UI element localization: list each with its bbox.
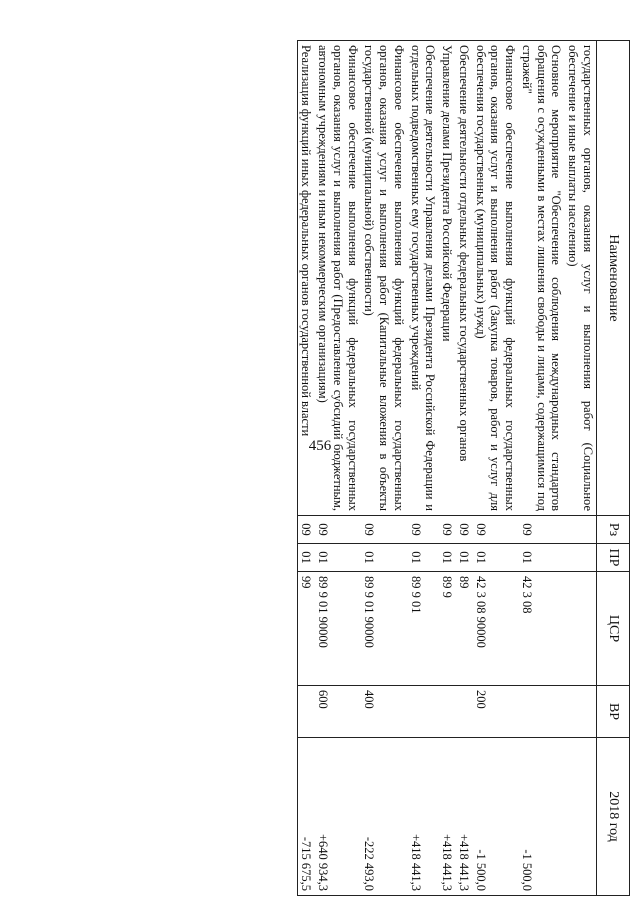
row-value: +418 441,3	[407, 738, 439, 896]
row-rz: 09	[472, 516, 518, 544]
row-value: +640 934,3	[315, 738, 361, 896]
row-pr: 01	[472, 544, 518, 572]
header-rz: Рз	[597, 516, 630, 544]
row-csr: 42 3 08 90000	[472, 572, 518, 686]
row-pr: 01	[518, 544, 564, 572]
header-name: Наименование	[597, 41, 630, 516]
table-row	[518, 41, 564, 896]
row-vr	[407, 686, 439, 738]
row-vr: 400	[361, 686, 407, 738]
table-row	[565, 41, 597, 896]
row-csr: 89	[455, 572, 472, 686]
row-name: Финансовое обеспечение выполнения функций федеральных государственных органов, оказания услуг и выполнения работ (Предоставление субсидий бюджетным, автономным учреждениям и иным некоммерческим организациям)	[315, 41, 361, 516]
table-row	[297, 41, 314, 896]
row-name: Обеспечение деятельности Управления делами Президента Российской Федерации и отдельных подведомственных ему государственных учреждений	[407, 41, 439, 516]
row-pr: 01	[315, 544, 361, 572]
row-name: Реализация функций иных федеральных органов государственной власти	[297, 41, 314, 516]
row-vr: 600	[315, 686, 361, 738]
row-pr: 01	[455, 544, 472, 572]
row-csr: 89 9 01	[407, 572, 439, 686]
table-row	[455, 41, 472, 896]
row-pr: 01	[297, 544, 314, 572]
rotated-page-content	[45, 40, 630, 895]
row-pr: 01	[439, 544, 456, 572]
row-value: +418 441,3	[455, 738, 472, 896]
row-pr: 01	[407, 544, 439, 572]
header-year: 2018 год	[597, 738, 630, 896]
row-rz: 09	[297, 516, 314, 544]
row-value: -222 493,0	[361, 738, 407, 896]
table-row	[472, 41, 518, 896]
header-pr: ПР	[597, 544, 630, 572]
row-name: Финансовое обеспечение выполнения функций федеральных государственных органов, оказания услуг и выполнения работ (Закупка товаров, работ и услуг для обеспечения государственных (муниципальных) нужд)	[472, 41, 518, 516]
row-csr: 42 3 08	[518, 572, 564, 686]
row-name: Финансовое обеспечение выполнения функций федеральных государственных органов, оказания услуг и выполнения работ (Капитальные вложения в объекты государственной (муниципальной) собственности)	[361, 41, 407, 516]
row-vr	[297, 686, 314, 738]
header-vr: ВР	[597, 686, 630, 738]
row-value: -715 675,5	[297, 738, 314, 896]
row-rz: 09	[361, 516, 407, 544]
row-csr: 89 9	[439, 572, 456, 686]
row-rz: 09	[439, 516, 456, 544]
row-vr	[455, 686, 472, 738]
row-rz: 09	[455, 516, 472, 544]
row-vr	[518, 686, 564, 738]
row-rz: 09	[518, 516, 564, 544]
row-rz	[565, 516, 597, 544]
row-vr: 200	[472, 686, 518, 738]
row-name: Основное мероприятие "Обеспечение соблюдения международных стандартов обращения с осужденными в местах лишения свободы и лицами, содержащимися под стражей"	[518, 41, 564, 516]
table-row	[407, 41, 439, 896]
page-number: 456	[308, 438, 332, 454]
row-rz: 09	[407, 516, 439, 544]
row-value: -1 500,0	[472, 738, 518, 896]
row-pr: 01	[361, 544, 407, 572]
row-rz: 09	[315, 516, 361, 544]
row-csr: 89 9 01 90000	[361, 572, 407, 686]
table-header-row	[597, 41, 630, 896]
row-value	[565, 738, 597, 896]
row-csr: 99	[297, 572, 314, 686]
row-value: -1 500,0	[518, 738, 564, 896]
table-row	[361, 41, 407, 896]
budget-table	[297, 40, 630, 896]
row-vr	[565, 686, 597, 738]
row-pr	[565, 544, 597, 572]
header-csr: ЦСР	[597, 572, 630, 686]
row-vr	[439, 686, 456, 738]
row-name: Управление делами Президента Российской Федерации	[439, 41, 456, 516]
row-name: государственных органов, оказания услуг и выполнения работ (Социальное обеспечение и иные выплаты населению)	[565, 41, 597, 516]
row-csr	[565, 572, 597, 686]
table-row	[439, 41, 456, 896]
row-value: +418 441,3	[439, 738, 456, 896]
row-csr: 89 9 01 90000	[315, 572, 361, 686]
row-name: Обеспечение деятельности отдельных федеральных государственных органов	[455, 41, 472, 516]
table-row	[315, 41, 361, 896]
